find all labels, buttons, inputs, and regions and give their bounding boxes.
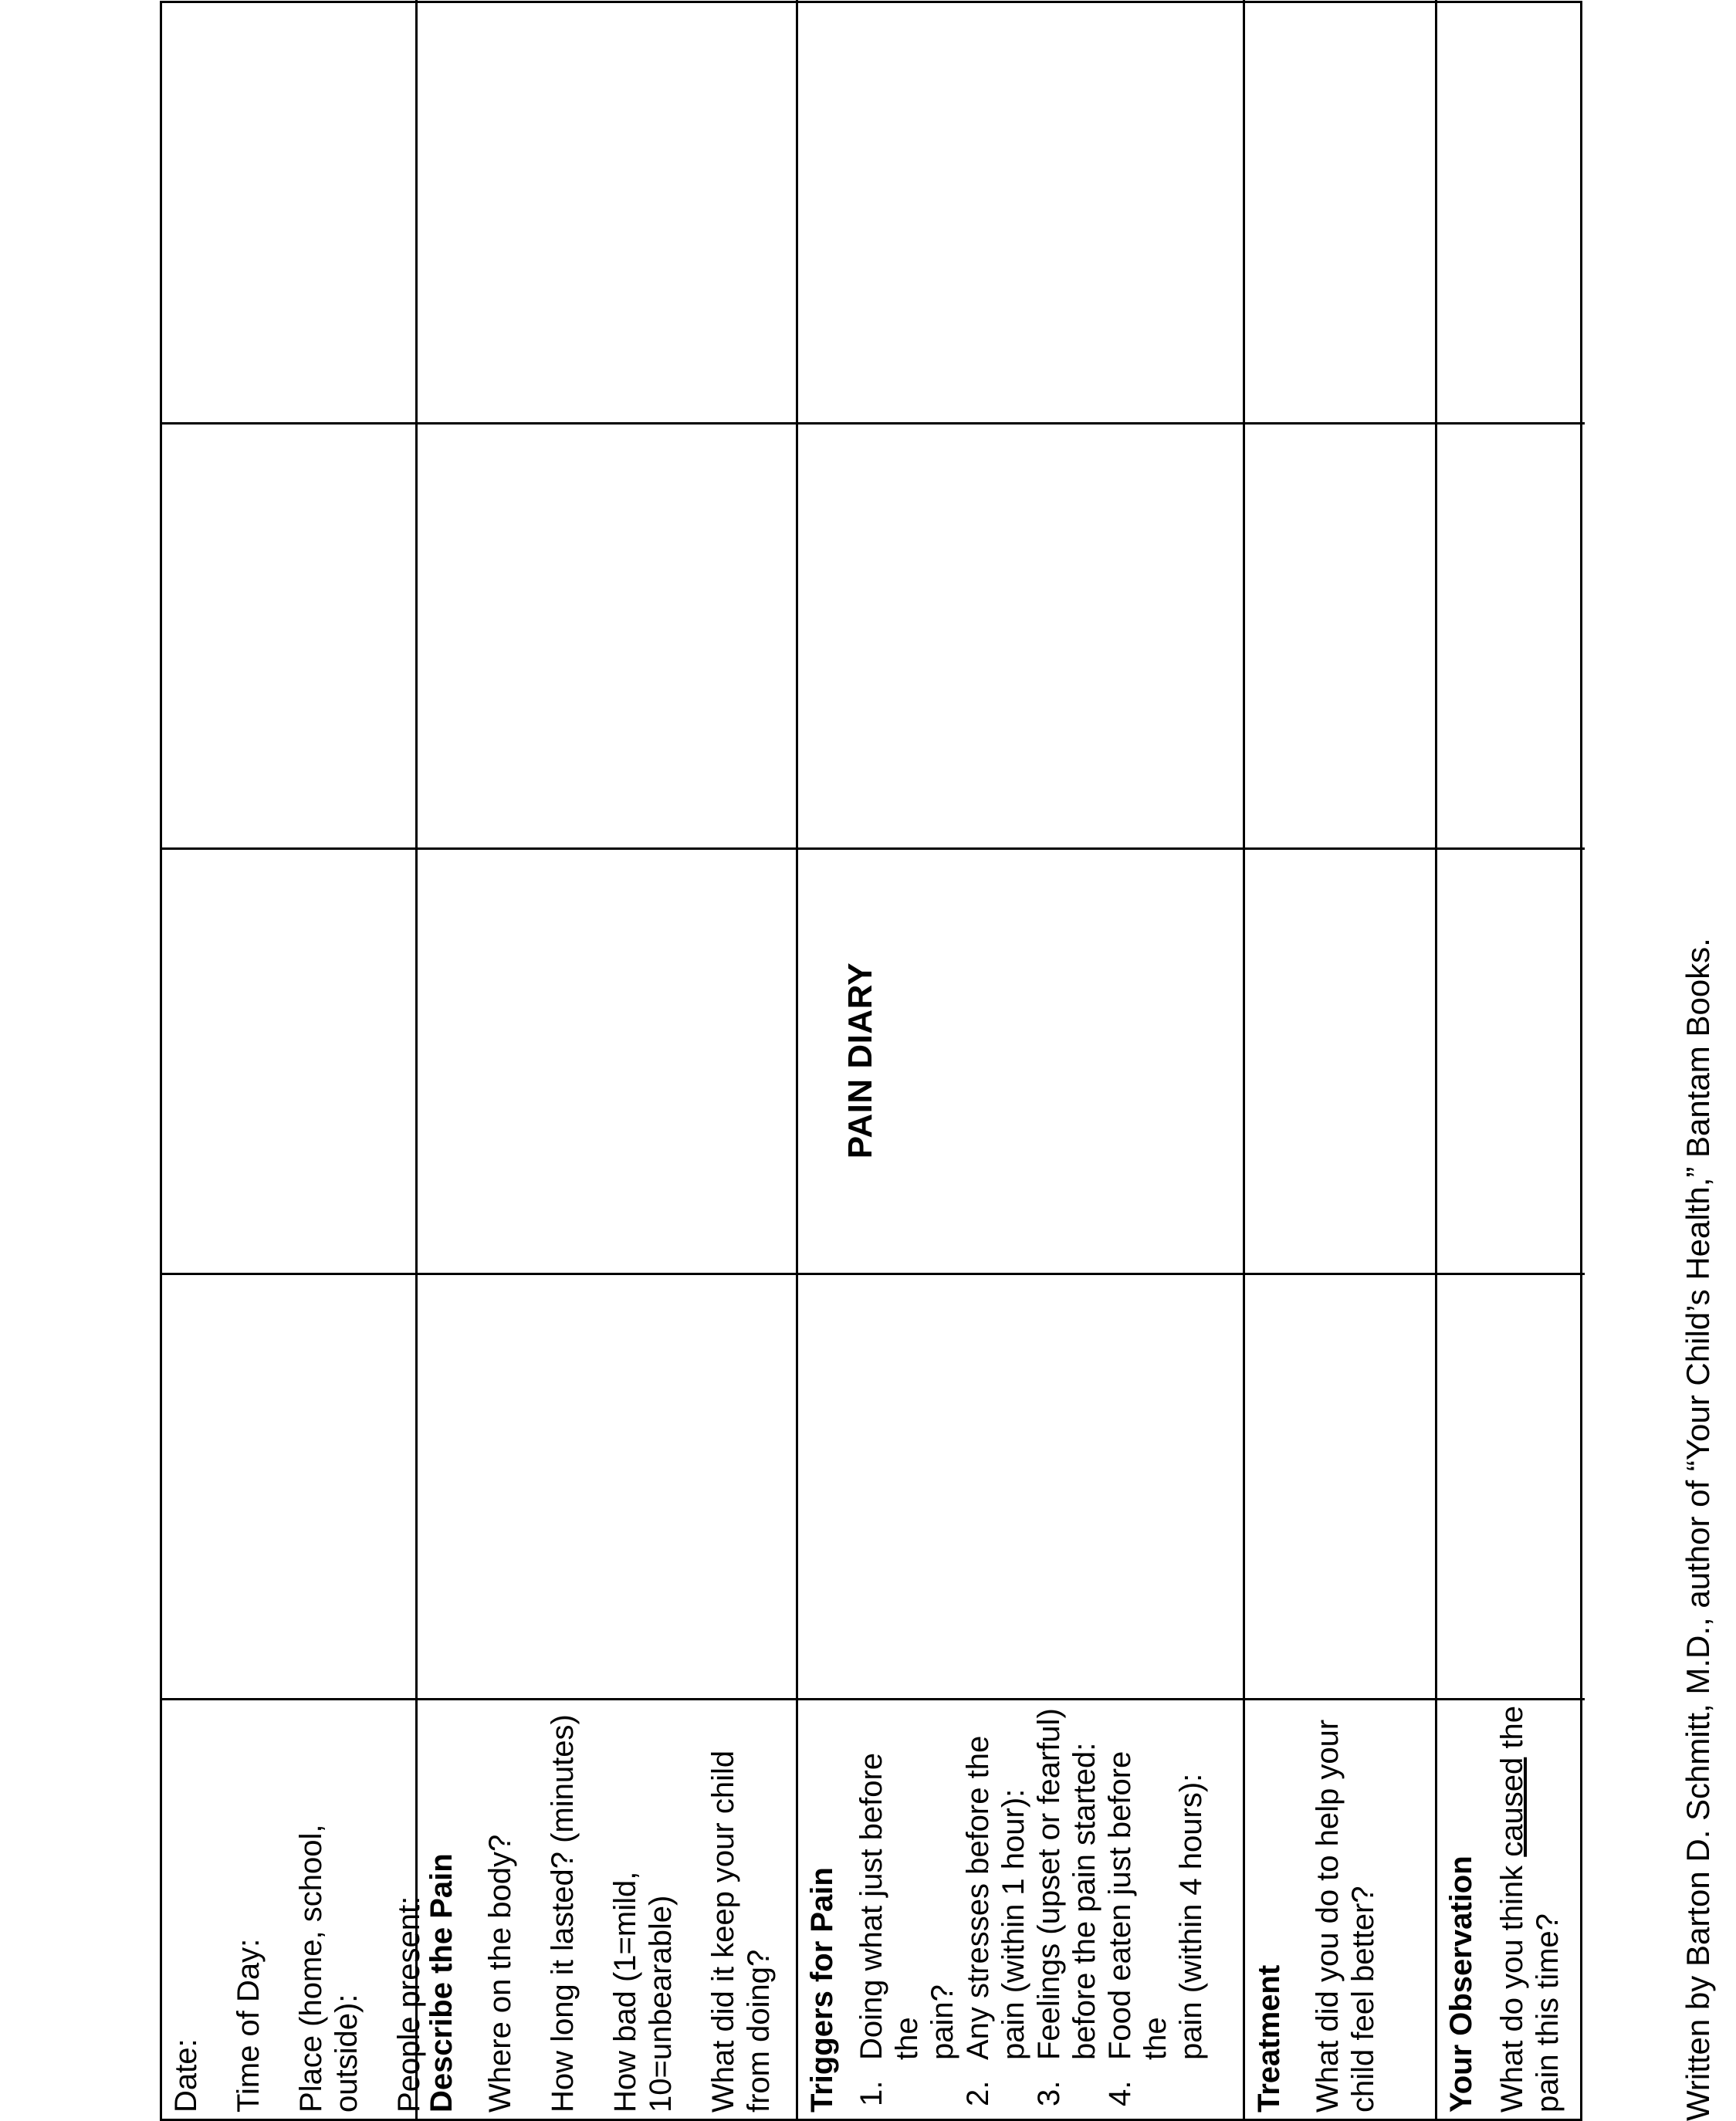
entry-cell-describe-1[interactable] (418, 1273, 798, 1698)
entry-cell-general-1[interactable] (162, 1273, 418, 1698)
page-title: PAIN DIARY (841, 962, 879, 1159)
trigger-line1: Doing what just before the (854, 1752, 924, 2060)
entry-cell-triggers-1[interactable] (798, 1273, 1245, 1698)
trigger-line1: Feelings (upset or fearful) (1032, 1708, 1066, 2060)
entry-cell-describe-2[interactable] (418, 847, 798, 1273)
entry-cell-observation-3[interactable] (1437, 422, 1585, 847)
triggers-heading: Triggers for Pain (805, 1867, 839, 2113)
trigger-item (960, 1705, 1031, 2106)
trigger-line2: before the pain started: (1068, 1742, 1101, 2060)
trigger-item (854, 1705, 960, 2106)
entry-cell-observation-2[interactable] (1437, 847, 1585, 1273)
entry-cell-treatment-2[interactable] (1245, 847, 1437, 1273)
trigger-item (1031, 1705, 1102, 2106)
entry-cell-observation-4[interactable] (1437, 0, 1585, 422)
place-label: Place (home, school, outside): (294, 1824, 364, 2113)
trigger-item (1102, 1705, 1209, 2106)
people-present-label: People present: (392, 1896, 426, 2113)
trigger-line1: Any stresses before the (961, 1735, 995, 2060)
treatment-heading: Treatment (1252, 1964, 1286, 2113)
describe-pain-label-cell (418, 1698, 798, 2119)
triggers-label-cell (798, 1698, 1245, 2119)
trigger-line1: Food eaten just before the (1103, 1751, 1173, 2060)
general-info-label-cell (162, 1698, 426, 2119)
observation-question (1494, 1705, 1565, 2113)
entry-cell-describe-4[interactable] (418, 0, 798, 422)
entry-cell-triggers-3[interactable] (798, 422, 1245, 847)
entry-cell-treatment-4[interactable] (1245, 0, 1437, 422)
observation-question-line2: pain this time? (1531, 1913, 1565, 2113)
entry-cell-treatment-3[interactable] (1245, 422, 1437, 847)
how-long-label: How long it lasted? (minutes) (546, 1714, 580, 2113)
trigger-line2: pain (within 1 hour): (997, 1788, 1030, 2060)
how-bad-line1: How bad (1=mild, (608, 1871, 642, 2113)
pain-diary-table (160, 1, 1582, 2121)
entry-cell-treatment-1[interactable] (1245, 1273, 1437, 1698)
treatment-question (1310, 1705, 1381, 2113)
observation-heading: Your Observation (1444, 1855, 1478, 2113)
date-label: Date: (169, 2038, 203, 2113)
trigger-number: 3. (1032, 2080, 1066, 2106)
trigger-number: 1. (854, 2080, 888, 2106)
keep-from-line2: from doing? (742, 1949, 776, 2113)
where-on-body-label: Where on the body? (483, 1834, 517, 2113)
entry-cell-general-3[interactable] (162, 422, 418, 847)
keep-from-doing-label (706, 1705, 777, 2113)
entry-cell-general-4[interactable] (162, 0, 418, 422)
entry-cell-observation-1[interactable] (1437, 1273, 1585, 1698)
time-of-day-label: Time of Day: (232, 1938, 266, 2113)
entry-cell-general-2[interactable] (162, 847, 418, 1273)
observation-question-pre: What do you think (1495, 1856, 1529, 2113)
observation-question-underlined: caused (1495, 1757, 1529, 1857)
trigger-number: 2. (961, 2080, 995, 2106)
observation-question-post: the (1495, 1706, 1529, 1757)
trigger-line2: pain? (926, 1984, 959, 2060)
keep-from-line1: What did it keep your child (706, 1750, 740, 2113)
treatment-question-line1: What did you do to help your (1311, 1719, 1345, 2113)
how-bad-label (607, 1705, 678, 2113)
entry-cell-triggers-2[interactable] (798, 847, 1245, 1273)
entry-cell-triggers-4[interactable] (798, 0, 1245, 422)
observation-label-cell (1437, 1698, 1585, 2119)
author-credit: Written by Barton D. Schmitt, M.D., author of “Your Child’s Health,” Bantam Books. (1680, 938, 1716, 2121)
how-bad-line2: 10=unbearable) (644, 1895, 678, 2113)
treatment-label-cell (1245, 1698, 1437, 2119)
entry-cell-describe-3[interactable] (418, 422, 798, 847)
treatment-question-line2: child feel better? (1346, 1886, 1380, 2113)
triggers-list (854, 1705, 1209, 2113)
trigger-line2: pain (within 4 hours): (1174, 1773, 1208, 2060)
describe-pain-heading: Describe the Pain (425, 1853, 459, 2113)
trigger-number: 4. (1103, 2080, 1137, 2106)
